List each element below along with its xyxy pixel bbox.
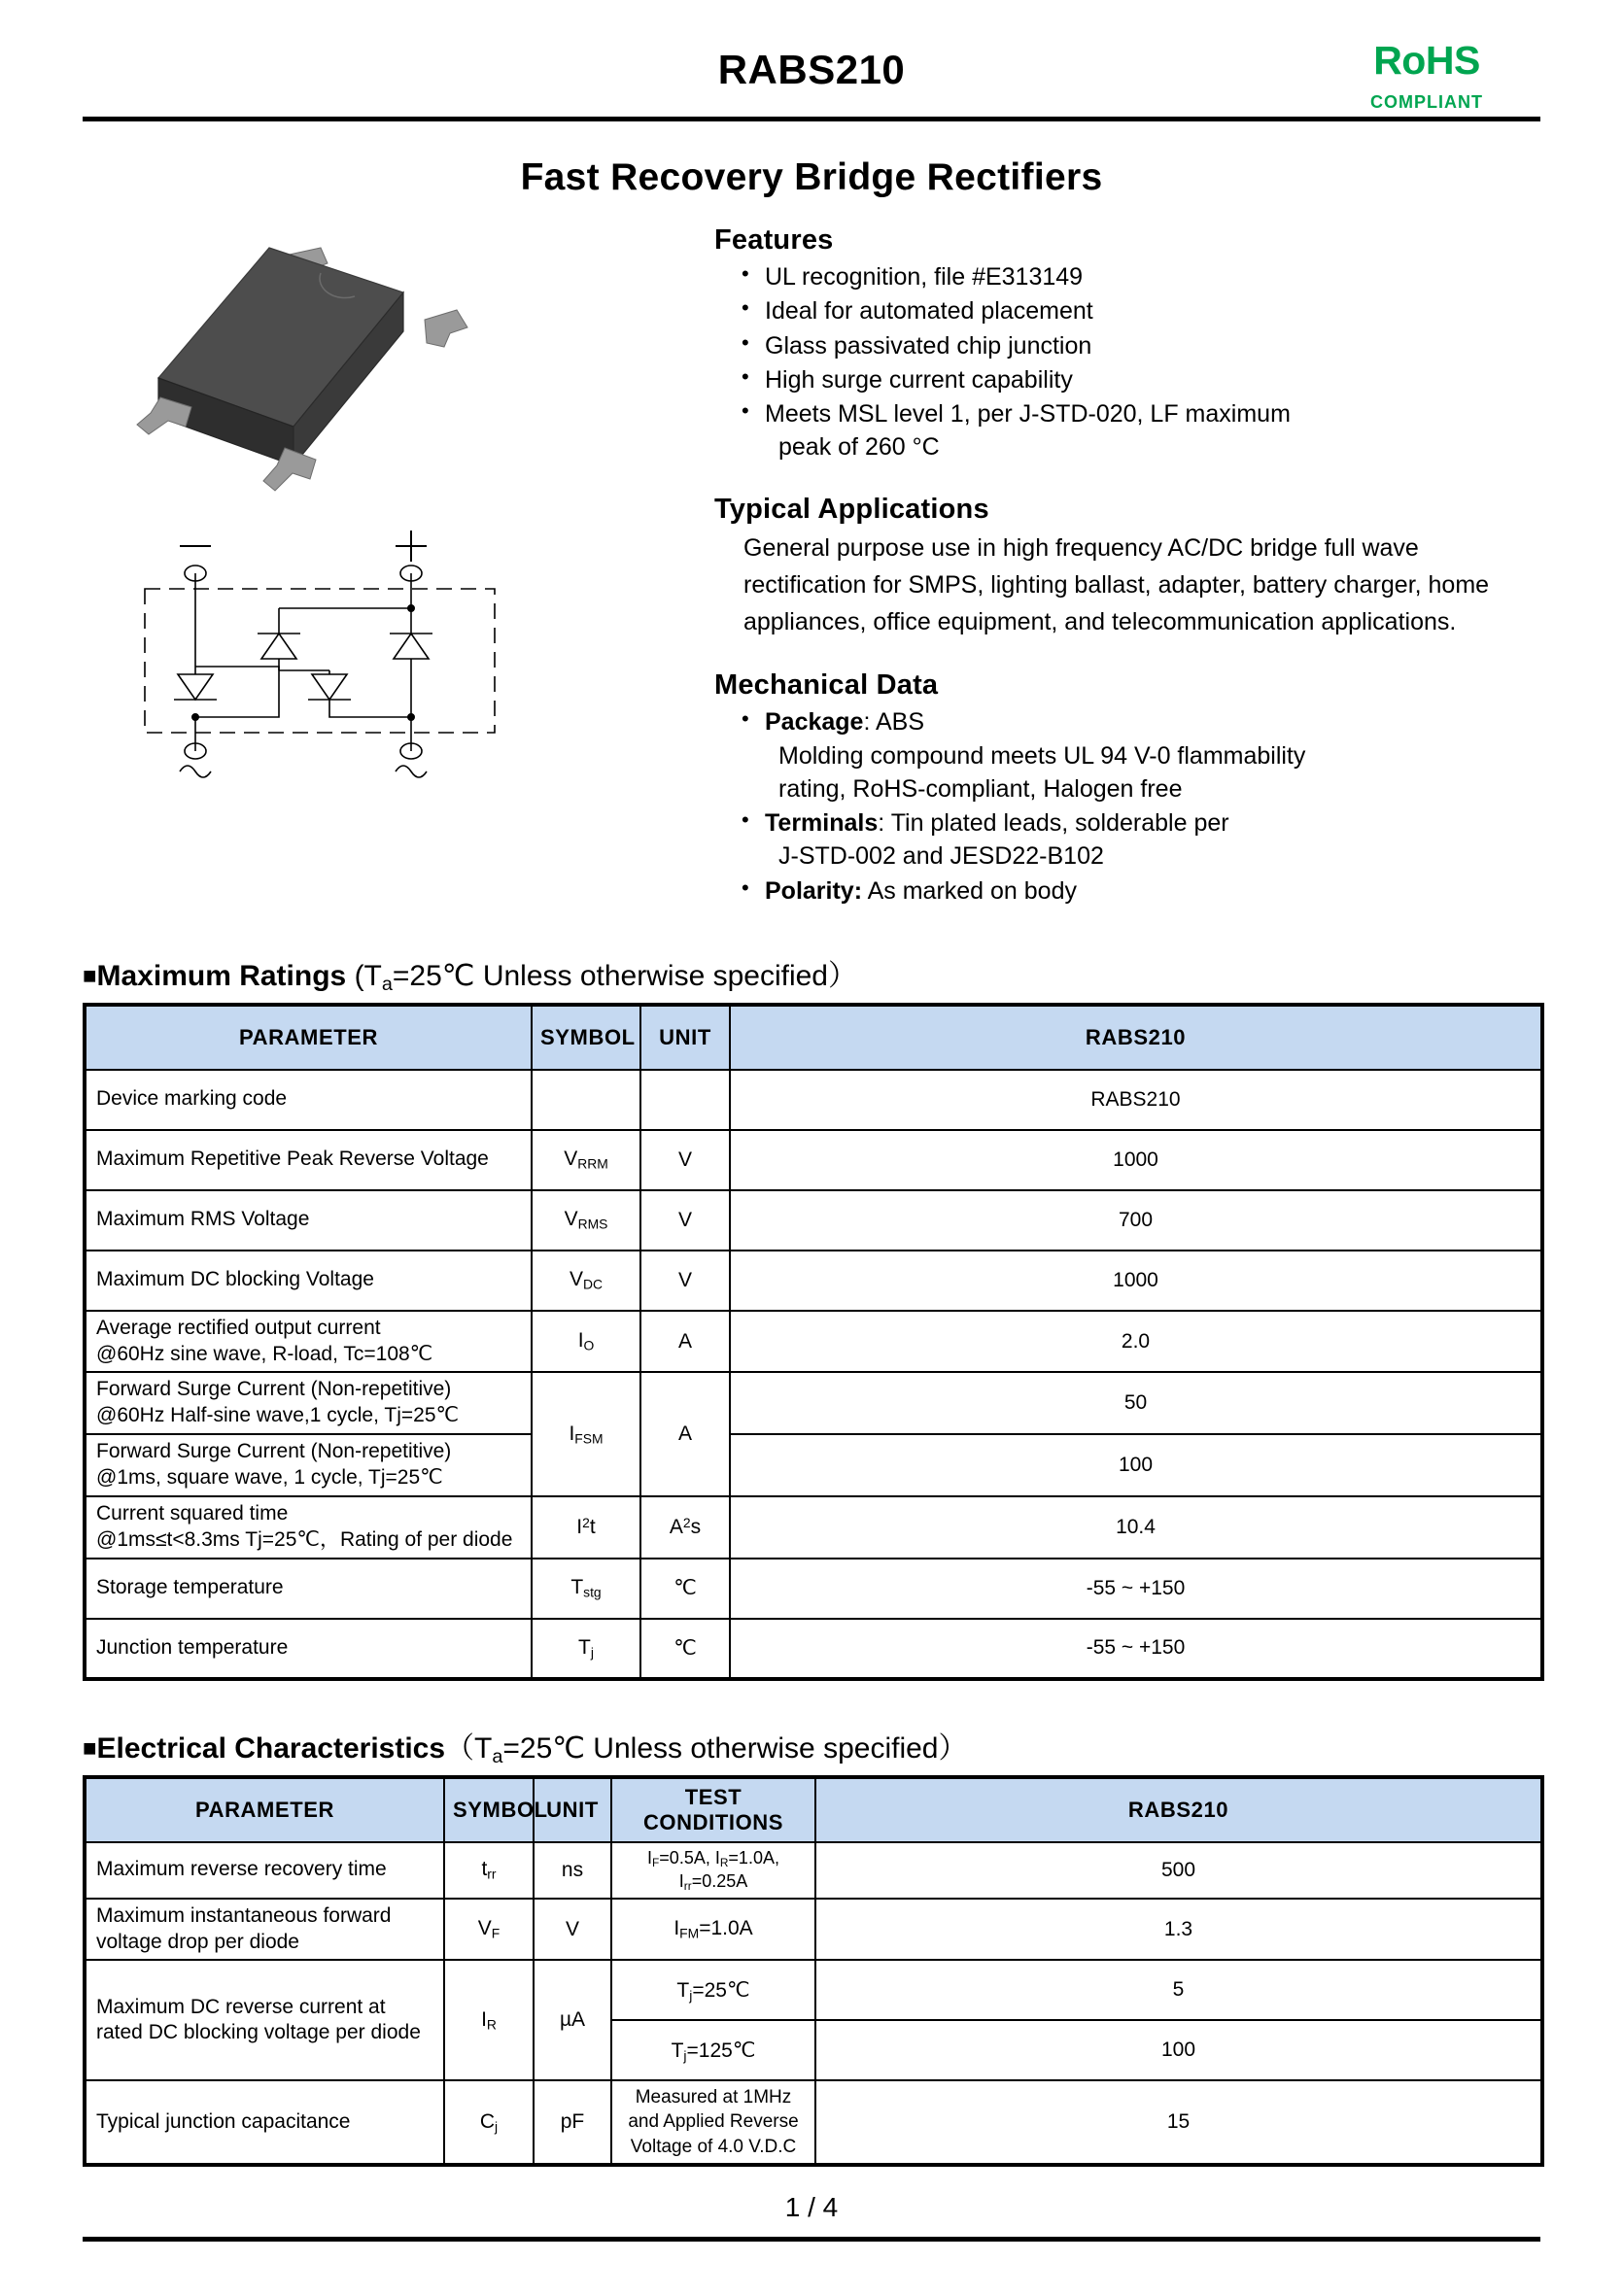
mechanical-label: Polarity: [765, 876, 863, 905]
list-item [740, 874, 1540, 908]
cell-value: 2.0 [730, 1311, 1542, 1373]
cell-symbol: $I_{FSM}$ [532, 1372, 640, 1496]
section-marker: ■ [83, 1734, 97, 1762]
page-header [83, 0, 1540, 117]
cell-parameter: Storage temperature [85, 1559, 532, 1619]
max-ratings-table [83, 1003, 1544, 1681]
list-item [740, 806, 1540, 874]
cell-parameter: Forward Surge Current (Non-repetitive) @1ms, square wave, 1 cycle, Tj=25℃ [85, 1434, 532, 1496]
feature-text: Glass passivated chip junction [765, 331, 1092, 360]
cell-parameter: Forward Surge Current (Non-repetitive) @60Hz Half-sine wave,1 cycle, Tj=25℃ [85, 1372, 532, 1434]
cell-unit [640, 1070, 730, 1130]
header-divider [83, 117, 1540, 121]
cell-symbol: $V_{RMS}$ [532, 1190, 640, 1251]
page-number: 1 / 4 [784, 2191, 839, 2222]
cell-value: 15 [815, 2080, 1542, 2164]
rohs-main-label: RoHS [1373, 38, 1480, 83]
max-ratings-heading [83, 951, 1540, 996]
applications-heading: Typical Applications [714, 493, 989, 525]
mechanical-continuation: J-STD-002 and JESD22-B102 [778, 842, 1104, 871]
section-condition: （$T_a=25℃$ Unless otherwise specified） [445, 1731, 968, 1767]
cell-parameter: Current squared time @1ms≤t<8.3ms Tj=25℃，Rating of per diode [85, 1496, 532, 1559]
electrical-table [83, 1775, 1544, 2167]
cell-test-conditions: $I_F=0.5A$, $I_R=1.0A$, $I_{rr}=0.25A$ [611, 1842, 815, 1899]
cell-unit: V [640, 1251, 730, 1311]
cell-parameter: Device marking code [85, 1070, 532, 1130]
section-marker: ■ [83, 962, 97, 989]
feature-text: UL recognition, file #E313149 [765, 263, 1084, 291]
cell-value: 1.3 [815, 1899, 1542, 1961]
cell-value: -55 ~ +150 [730, 1619, 1542, 1679]
table-row [85, 1372, 1542, 1434]
cell-parameter: Junction temperature [85, 1619, 532, 1679]
list-item [740, 294, 1540, 327]
section-title: Electrical Characteristics [96, 1731, 446, 1765]
feature-text-continuation: peak of 260 °C [778, 433, 940, 462]
cell-symbol: $T_j$ [532, 1619, 640, 1679]
cell-value: 5 [815, 1960, 1542, 2020]
cell-test-conditions: $T_j=125℃$ [611, 2020, 815, 2080]
cell-symbol: $V_{RRM}$ [532, 1130, 640, 1190]
cell-value: 10.4 [730, 1496, 1542, 1559]
mechanical-continuation: Molding compound meets UL 94 V-0 flammability [778, 741, 1306, 770]
cell-test-conditions: $I_{FM}=1.0A$ [611, 1899, 815, 1961]
cell-value: 100 [730, 1434, 1542, 1496]
cell-unit: ns [534, 1842, 611, 1899]
column-header-parameter: PARAMETER [85, 1005, 532, 1070]
cell-symbol: $V_F$ [444, 1899, 534, 1961]
cell-symbol [532, 1070, 640, 1130]
cell-unit: V [534, 1899, 611, 1961]
column-header-symbol: SYMBOL [532, 1005, 640, 1070]
mechanical-value: : Tin plated leads, solderable per [878, 809, 1229, 837]
cell-unit: A [640, 1311, 730, 1373]
rohs-compliant-label: COMPLIANT [1370, 92, 1483, 112]
cell-parameter: Typical junction capacitance [85, 2080, 444, 2164]
cell-unit: V [640, 1130, 730, 1190]
cell-symbol: $I_O$ [532, 1311, 640, 1373]
cell-value: RABS210 [730, 1070, 1542, 1130]
cell-parameter: Maximum instantaneous forward voltage drop per diode [85, 1899, 444, 1961]
mechanical-list [714, 705, 1540, 908]
table-row [85, 1559, 1542, 1619]
column-header-symbol: SYMBOL [444, 1777, 534, 1842]
table-row [85, 1070, 1542, 1130]
cell-value: 50 [730, 1372, 1542, 1434]
cell-parameter: Maximum reverse recovery time [85, 1842, 444, 1899]
cell-unit: A [640, 1372, 730, 1496]
mechanical-label: Terminals [765, 809, 879, 837]
cell-parameter: Maximum RMS Voltage [85, 1190, 532, 1251]
list-item [740, 363, 1540, 396]
table-row [85, 1190, 1542, 1251]
cell-unit: pF [534, 2080, 611, 2164]
cell-unit: ℃ [640, 1559, 730, 1619]
cell-parameter: Average rectified output current @60Hz sine wave, R-load, Tc=108℃ [85, 1311, 532, 1373]
feature-text: Meets MSL level 1, per J-STD-020, LF maximum [765, 400, 1291, 428]
footer-divider [83, 2237, 1540, 2242]
table-header-row [85, 1005, 1542, 1070]
mechanical-label: Package [765, 708, 864, 737]
table-row [85, 1434, 1542, 1496]
cell-value: -55 ~ +150 [730, 1559, 1542, 1619]
table-row [85, 1842, 1542, 1899]
cell-symbol: $I^2t$ [532, 1496, 640, 1559]
page-title: RABS210 [717, 47, 906, 92]
mechanical-value: : ABS [863, 708, 925, 737]
cell-symbol: $t_{rr}$ [444, 1842, 534, 1899]
feature-text: High surge current capability [765, 365, 1073, 394]
features-heading: Features [714, 224, 834, 256]
mechanical-continuation: rating, RoHS-compliant, Halogen free [778, 774, 1183, 803]
table-row [85, 2080, 1542, 2164]
cell-symbol: $C_j$ [444, 2080, 534, 2164]
cell-value: 500 [815, 1842, 1542, 1899]
cell-unit: ℃ [640, 1619, 730, 1679]
feature-text: Ideal for automated placement [765, 297, 1093, 326]
cell-unit: V [640, 1190, 730, 1251]
intro-text [705, 221, 1540, 908]
cell-symbol: $I_R$ [444, 1960, 534, 2080]
product-images [83, 221, 705, 908]
section-condition: ($T_a=25℃$ Unless otherwise specified） [354, 959, 857, 995]
mechanical-heading: Mechanical Data [714, 669, 939, 702]
column-header-unit: UNIT [640, 1005, 730, 1070]
cell-parameter: Maximum DC blocking Voltage [85, 1251, 532, 1311]
document-title: Fast Recovery Bridge Rectifiers [520, 156, 1103, 198]
table-row [85, 1619, 1542, 1679]
column-header-part: RABS210 [815, 1777, 1542, 1842]
schematic-image [131, 523, 705, 809]
list-item [740, 329, 1540, 362]
list-item [740, 705, 1540, 805]
column-header-parameter: PARAMETER [85, 1777, 444, 1842]
section-title: Maximum Ratings [96, 959, 347, 992]
cell-value: 1000 [730, 1130, 1542, 1190]
table-row [85, 1251, 1542, 1311]
column-header-part: RABS210 [730, 1005, 1542, 1070]
cell-value: 700 [730, 1190, 1542, 1251]
column-header-unit: UNIT [534, 1777, 611, 1842]
cell-value: 1000 [730, 1251, 1542, 1311]
cell-value: 100 [815, 2020, 1542, 2080]
intro-section [83, 221, 1540, 908]
cell-parameter: Maximum Repetitive Peak Reverse Voltage [85, 1130, 532, 1190]
rohs-logo [1325, 38, 1529, 112]
cell-symbol: $V_{DC}$ [532, 1251, 640, 1311]
table-row [85, 1899, 1542, 1961]
applications-text: General purpose use in high frequency AC/DC bridge full wave rectification for SMPS, lighting ballast, adapter, battery charger, home appliances, office equipment, and telecommunication applications. [743, 533, 1490, 635]
cell-test-conditions: $T_j=25℃$ [611, 1960, 815, 2020]
cell-parameter: Maximum DC reverse current at rated DC blocking voltage per diode [85, 1960, 444, 2080]
package-3d-image [121, 226, 705, 513]
table-row [85, 1496, 1542, 1559]
column-header-test-conditions: TEST CONDITIONS [611, 1777, 815, 1842]
features-list [714, 260, 1540, 464]
cell-unit: $A^2s$ [640, 1496, 730, 1559]
table-row [85, 1130, 1542, 1190]
cell-test-conditions: Measured at 1MHz and Applied Reverse Voltage of 4.0 V.D.C [611, 2080, 815, 2164]
electrical-heading [83, 1724, 1540, 1768]
table-row [85, 1311, 1542, 1373]
table-header-row [85, 1777, 1542, 1842]
cell-symbol: $T_{stg}$ [532, 1559, 640, 1619]
mechanical-value: As marked on body [862, 876, 1077, 905]
table-row [85, 1960, 1542, 2020]
list-item [740, 397, 1540, 464]
list-item [740, 260, 1540, 293]
cell-unit: µA [534, 1960, 611, 2080]
